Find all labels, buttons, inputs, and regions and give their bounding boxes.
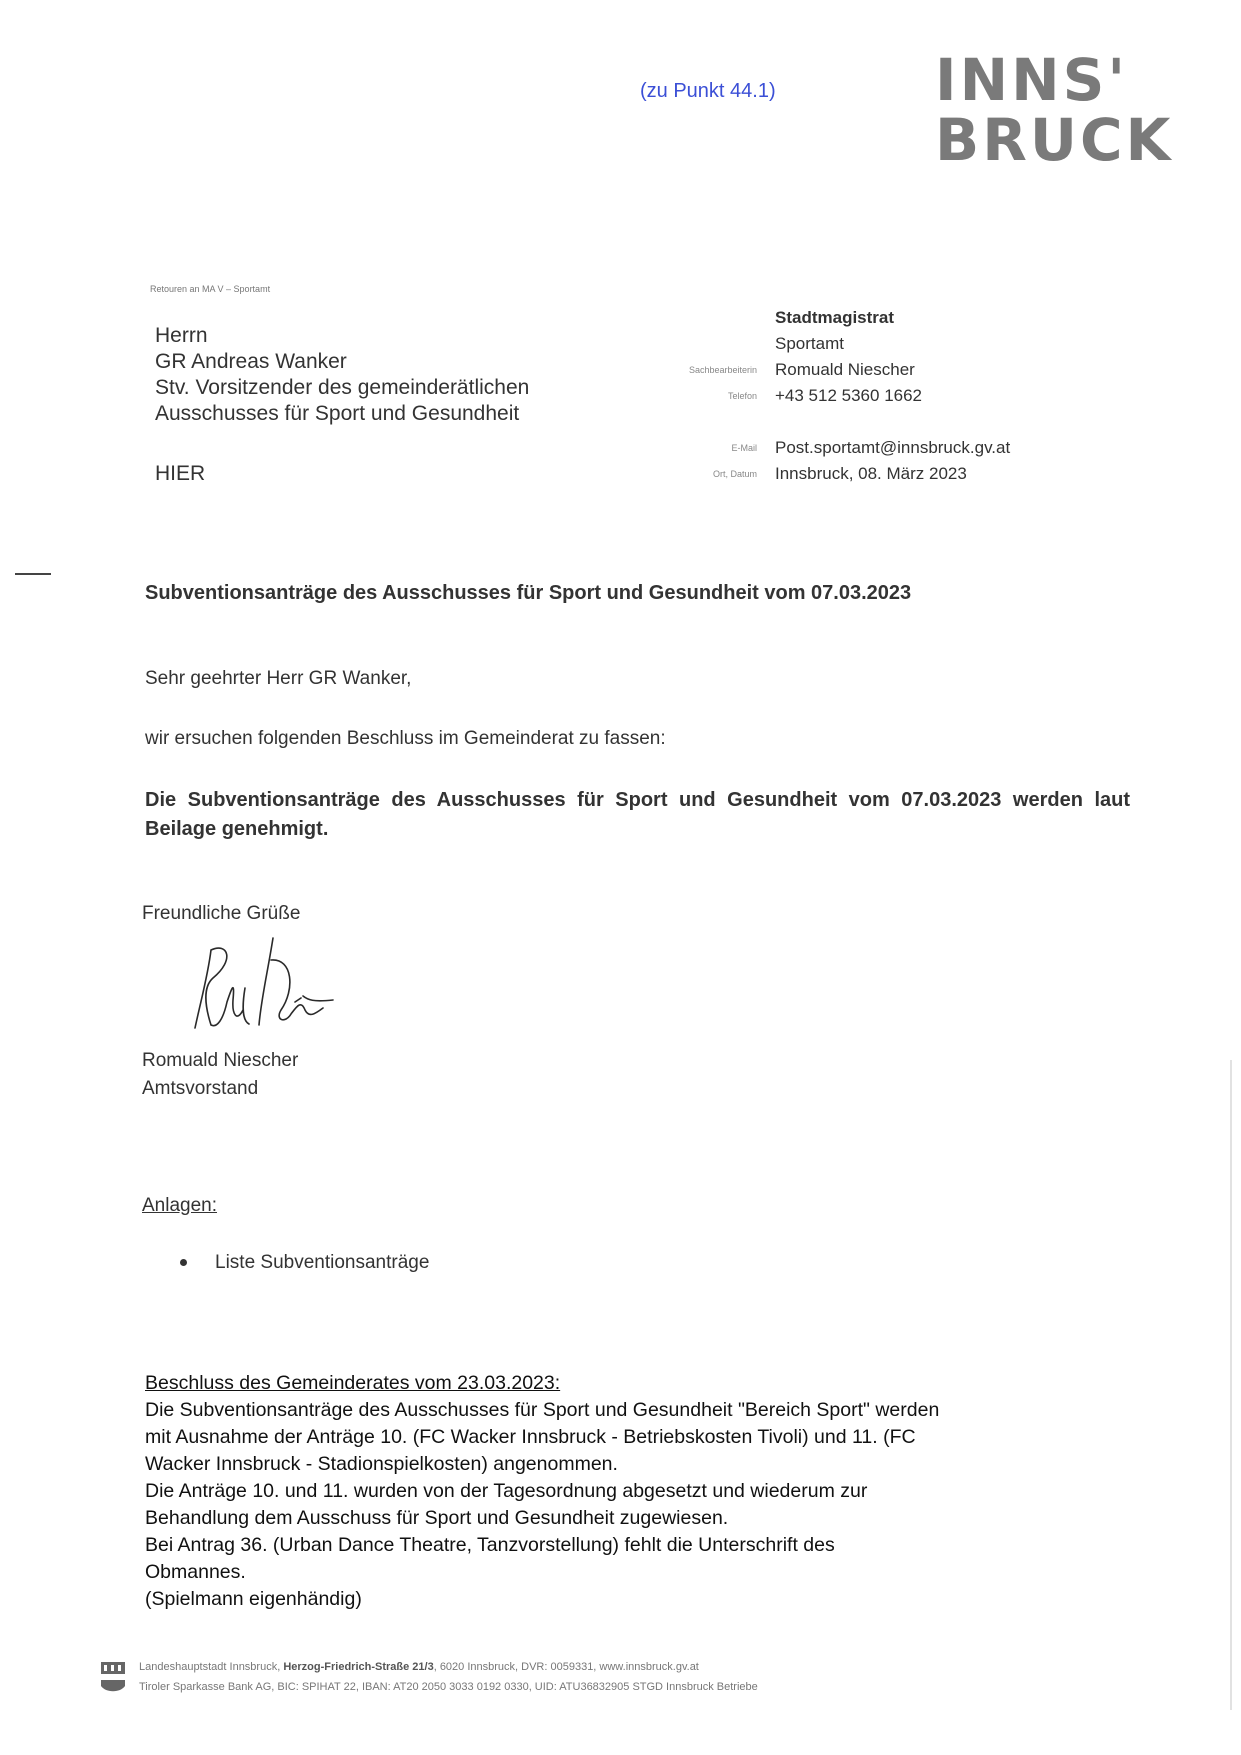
intro-text: wir ersuchen folgenden Beschluss im Gemeinderat zu fassen: [145,728,666,749]
decision-line: Behandlung dem Ausschuss für Sport und Gesundheit zugewiesen. [145,1507,729,1529]
attachments-label: Anlagen: [142,1195,218,1216]
signatory [142,1047,298,1103]
date-label: Ort, Datum [712,469,757,479]
footer-line-1: Landeshauptstadt Innsbruck, Herzog-Friedrich-Straße 21/3, 6020 Innsbruck, DVR: 0059331, www.innsbruck.gv.at [139,1661,699,1673]
phone-label: Telefon [727,391,757,401]
sender-org: Stadtmagistrat [775,308,895,327]
signatory-name: Romuald Niescher [142,1050,299,1071]
recipient-line: GR Andreas Wanker [155,350,347,373]
attachment-item-label: Liste Subventionsanträge [215,1252,430,1273]
letter-subject: Subventionsanträge des Ausschusses für Sport und Gesundheit vom 07.03.2023 [145,582,912,604]
salutation: Sehr geehrter Herr GR Wanker, [145,668,412,689]
bullet-icon [180,1259,187,1266]
attachment-item [180,1252,429,1274]
signatory-title: Amtsvorstand [142,1078,259,1099]
scan-edge [1230,1060,1232,1710]
footer-line-2: Tiroler Sparkasse Bank AG, BIC: SPIHAT 22, IBAN: AT20 2050 3033 0192 0330, UID: ATU36832905 STGD Innsbruck Betriebe [139,1681,758,1693]
sender-date: Innsbruck, 08. März 2023 [775,464,967,483]
return-address: Retouren an MA V – Sportamt [150,284,271,294]
recipient-line: Herrn [155,324,208,347]
sender-email: Post.sportamt@innsbruck.gv.at [775,438,1011,457]
resolution-text: Die Subventionsanträge des Ausschusses für Sport und Gesundheit vom 07.03.2023 werden laut Beilage genehmigt. [145,789,1130,840]
recipient-address [155,323,529,427]
sender-labels [600,357,757,487]
sender-phone: +43 512 5360 1662 [775,386,923,405]
council-decision [145,1370,1125,1613]
decision-line: mit Ausnahme der Anträge 10. (FC Wacker Innsbruck - Betriebskosten Tivoli) und 11. (FC [145,1426,916,1448]
email-label: E-Mail [731,443,757,453]
logo-line-2: BRUCK [935,106,1174,174]
decision-line: (Spielmann eigenhändig) [145,1588,362,1610]
sender-clerk: Romuald Niescher [775,360,915,379]
decision-line: Die Subventionsanträge des Ausschusses für Sport und Gesundheit "Bereich Sport" werden [145,1399,940,1421]
signature [183,930,343,1035]
letter-footer [100,1657,1100,1697]
logo-line-1: INNS' [935,46,1129,114]
recipient-line: Ausschusses für Sport und Gesundheit [155,402,520,425]
clerk-label: Sachbearbeiterin [688,365,757,375]
decision-line: Wacker Innsbruck - Stadionspielkosten) angenommen. [145,1453,618,1475]
recipient-location: HIER [155,462,206,485]
closing: Freundliche Grüße [142,903,301,924]
decision-line: Bei Antrag 36. (Urban Dance Theatre, Tanzvorstellung) fehlt die Unterschrift des [145,1534,835,1556]
sender-dept: Sportamt [775,334,844,353]
decision-line: Obmannes. [145,1561,246,1583]
decision-line: Die Anträge 10. und 11. wurden von der Tagesordnung abgesetzt und wiederum zur [145,1480,868,1502]
sender-block [775,305,1010,487]
recipient-line: Stv. Vorsitzender des gemeinderätlichen [155,376,530,399]
innsbruck-logo [935,46,1174,174]
city-crest-icon [100,1660,126,1694]
decision-title: Beschluss des Gemeinderates vom 23.03.2023: [145,1372,561,1394]
reference-note: (zu Punkt 44.1) [640,80,776,102]
fold-mark [15,573,51,575]
